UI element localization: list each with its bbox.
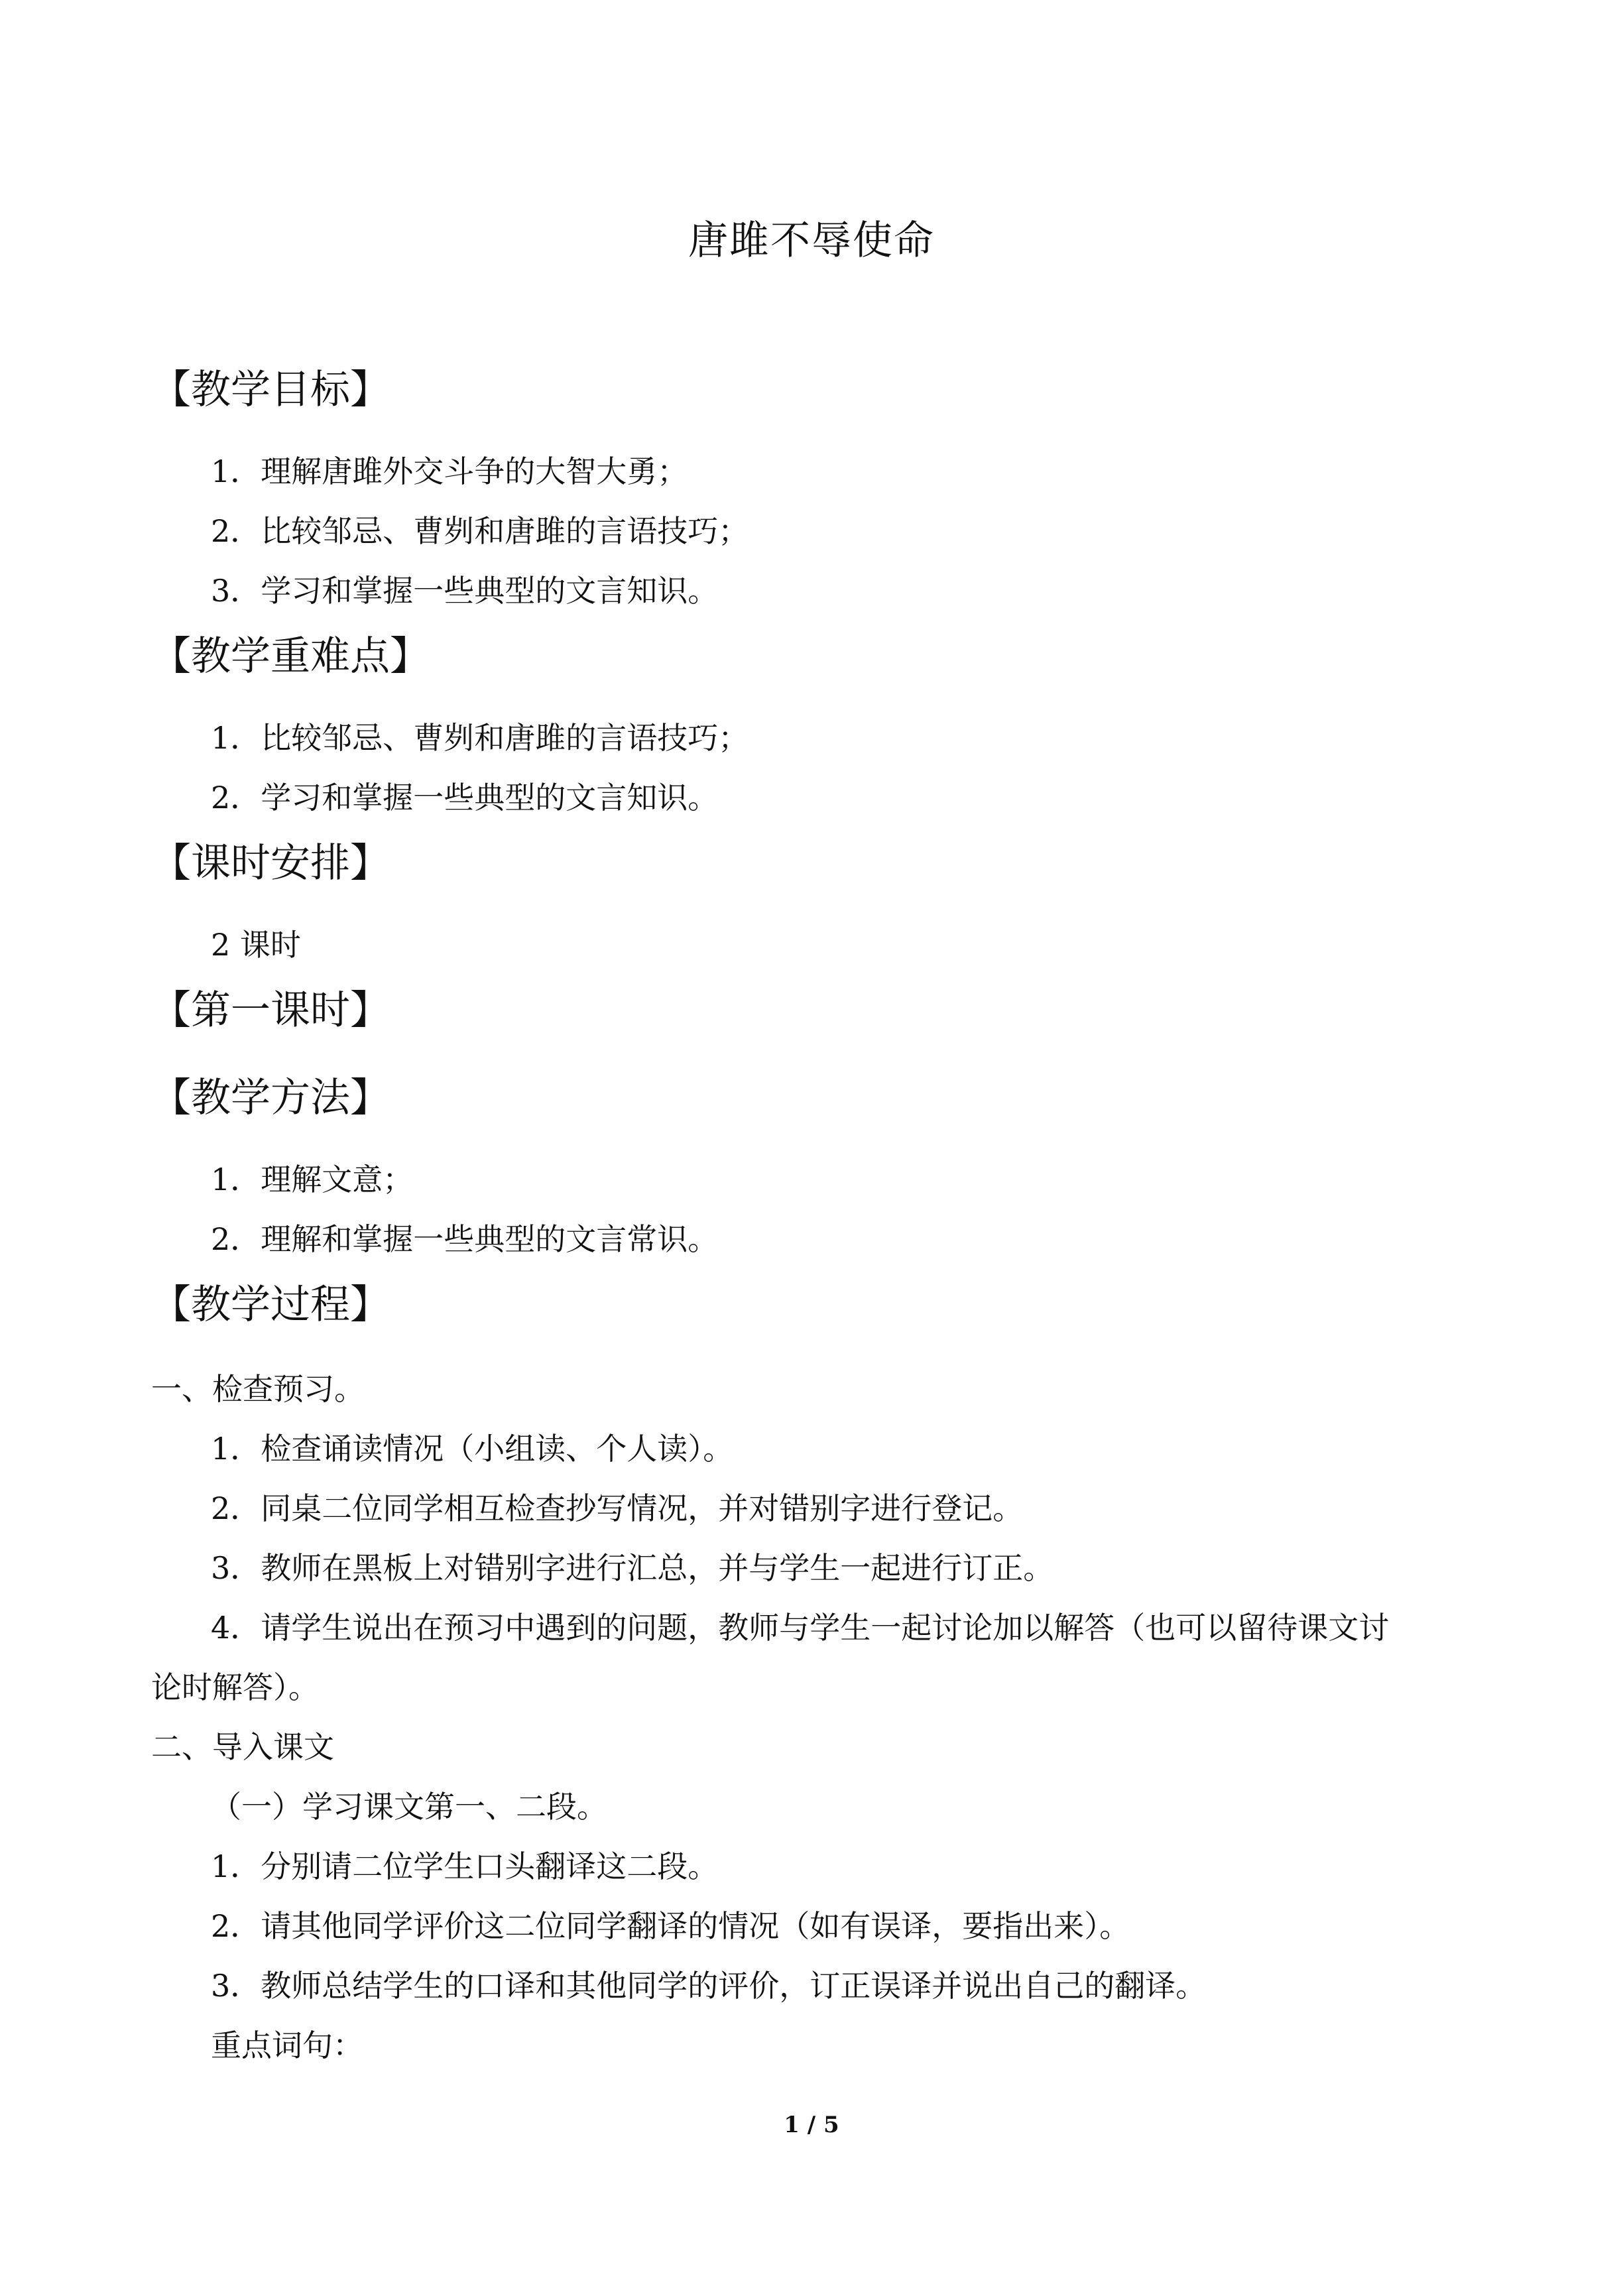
process-part2-item-3: 3．教师总结学生的口译和其他同学的评价，订正误译并说出自己的翻译。 <box>211 1968 1207 2004</box>
method-item-1: 1．理解文意； <box>211 1162 414 1197</box>
goal-item-3: 3．学习和掌握一些典型的文言知识。 <box>211 573 719 609</box>
process-part1-item-1: 1．检查诵读情况（小组读、个人读）。 <box>211 1431 734 1467</box>
process-part2-subsection: （一）学习课文第一、二段。 <box>211 1789 607 1825</box>
schedule-text: 2 课时 <box>211 927 301 963</box>
process-part2-item-2: 2．请其他同学评价这二位同学翻译的情况（如有误译，要指出来）。 <box>211 1908 1130 1944</box>
method-item-2: 2．理解和掌握一些典型的文言常识。 <box>211 1221 719 1257</box>
key-point-item-1: 1．比较邹忌、曹刿和唐雎的言语技巧； <box>211 720 749 756</box>
process-part2-item-1: 1．分别请二位学生口头翻译这二段。 <box>211 1848 719 1884</box>
process-part2-title: 二、导入课文 <box>151 1729 334 1765</box>
heading-first-period: 【第一课时】 <box>151 987 390 1034</box>
process-part1-item-3: 3．教师在黑板上对错别字进行汇总，并与学生一起进行订正。 <box>211 1550 1054 1586</box>
heading-schedule: 【课时安排】 <box>151 840 390 886</box>
heading-key-difficulties: 【教学重难点】 <box>151 633 430 680</box>
key-point-item-2: 2．学习和掌握一些典型的文言知识。 <box>211 780 719 816</box>
heading-methods: 【教学方法】 <box>151 1075 390 1121</box>
heading-teaching-goals: 【教学目标】 <box>151 367 390 413</box>
goal-item-1: 1．理解唐雎外交斗争的大智大勇； <box>211 453 688 489</box>
process-key-phrases-label: 重点词句： <box>211 2027 363 2063</box>
goal-item-2: 2．比较邹忌、曹刿和唐雎的言语技巧； <box>211 513 749 549</box>
process-part1-item-4: 4．请学生说出在预习中遇到的问题，教师与学生一起讨论加以解答（也可以留待课文讨 <box>211 1610 1390 1646</box>
process-part1-title: 一、检查预习。 <box>151 1371 365 1407</box>
process-part1-item-4-cont: 论时解答）。 <box>151 1669 319 1705</box>
process-part1-item-2: 2．同桌二位同学相互检查抄写情况，并对错别字进行登记。 <box>211 1490 1024 1526</box>
document-title: 唐雎不辱使命 <box>688 217 935 264</box>
page-indicator: 1 / 5 <box>784 2112 839 2138</box>
heading-process: 【教学过程】 <box>151 1282 390 1328</box>
